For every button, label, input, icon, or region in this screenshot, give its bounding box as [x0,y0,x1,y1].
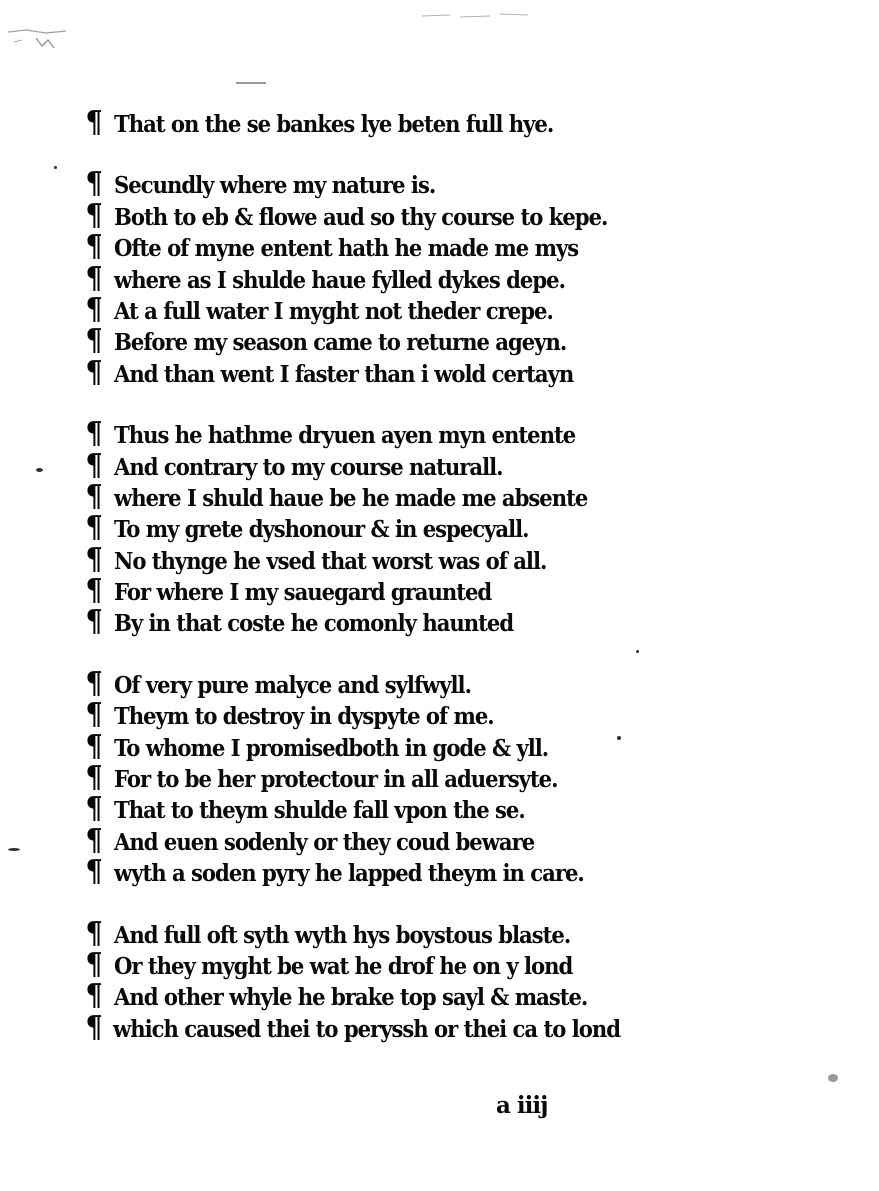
verse-text: Both to eb & flowe aud so thy course to kepe. [114,203,608,231]
verse-line [84,854,664,890]
stanza [84,166,664,390]
pilcrow-icon: ¶ [85,260,103,296]
verse-text: Ofte of myne entent hath he made me mys [114,235,579,263]
verse-text: where as I shulde haue fylled dykes depe. [114,266,565,294]
verse-line [84,822,664,858]
stanza [84,416,664,640]
verse-text: Theym to destroy in dyspyte of me. [114,703,494,731]
stanza [84,665,664,890]
scan-smudge-mark [6,18,84,52]
verse-text: And euen sodenly or they coud beware [114,828,535,856]
pilcrow-icon: ¶ [85,697,103,733]
verse-line [84,166,664,202]
stanza [84,105,664,140]
ink-speck [828,1074,838,1082]
verse-line [84,260,664,296]
verse-text: Of very pure malyce and sylfwyll. [114,671,471,699]
pilcrow-icon: ¶ [85,323,103,359]
verse-text: To whome I promisedboth in gode & yll. [114,734,549,762]
verse-text: No thynge he vsed that worst was of all. [114,547,547,575]
pilcrow-icon: ¶ [85,229,103,265]
verse-line [84,229,664,265]
verse-text: which caused thei to peryssh or thei ca to lond [112,1015,620,1043]
ink-speck [236,82,266,84]
verse-line [84,478,664,514]
verse-text: And full oft syth wyth hys boystous blaste. [114,921,571,949]
pilcrow-icon: ¶ [85,665,103,701]
verse-line [84,197,664,233]
verse-text: At a full water I myght not theder crepe. [114,297,553,325]
pilcrow-icon: ¶ [85,105,103,140]
pilcrow-icon: ¶ [85,166,103,202]
signature-mark: a iiij [496,1092,548,1119]
verse-text: Secundly where my nature is. [114,172,436,200]
ink-speck [8,848,20,851]
pilcrow-icon: ¶ [85,946,103,982]
verse-line [84,946,664,982]
ink-speck [54,166,57,169]
verse-text: For where I my sauegard graunted [114,579,492,607]
verse-line [84,1009,664,1045]
verse-text: And contrary to my course naturall. [114,453,503,481]
verse-line [84,105,664,140]
verse-line [84,323,664,359]
verse-line [84,915,664,951]
pilcrow-icon: ¶ [85,854,103,890]
verse-text: Or they myght be wat he drof he on y lond [114,952,573,980]
pilcrow-icon: ¶ [85,291,103,327]
verse-line [84,416,664,452]
pilcrow-icon: ¶ [85,978,103,1014]
pilcrow-icon: ¶ [85,1009,103,1045]
pilcrow-icon: ¶ [85,760,103,796]
pilcrow-icon: ¶ [85,822,103,858]
verse-text: And than went I faster than i wold certayn [114,360,574,388]
verse-text: where I shuld haue be he made me absente [114,484,588,512]
pilcrow-icon: ¶ [85,478,103,514]
verse-text: wyth a soden pyry he lapped theym in care. [114,860,584,888]
verse-text-block [84,105,664,1045]
verse-text: For to be her protectour in all aduersyte. [114,766,558,794]
pilcrow-icon: ¶ [85,354,103,390]
verse-text: Thus he hathme dryuen ayen myn entente [114,422,576,450]
pilcrow-icon: ¶ [85,541,103,577]
verse-line [84,791,664,827]
verse-line [84,728,664,764]
pilcrow-icon: ¶ [85,791,103,827]
pilcrow-icon: ¶ [85,510,103,546]
verse-line [84,541,664,577]
verse-text: That to theym shulde fall vpon the se. [114,797,525,825]
verse-line [84,291,664,327]
pilcrow-icon: ¶ [85,915,103,951]
ink-speck [36,468,43,472]
pilcrow-icon: ¶ [85,604,103,640]
verse-line [84,573,664,609]
pilcrow-icon: ¶ [85,728,103,764]
verse-text: By in that coste he comonly haunted [114,610,514,638]
pilcrow-icon: ¶ [85,416,103,452]
pilcrow-icon: ¶ [85,197,103,233]
scan-top-marks [420,8,530,22]
verse-line [84,354,664,390]
verse-text: To my grete dyshonour & in especyall. [114,516,529,544]
verse-line [84,665,664,701]
pilcrow-icon: ¶ [85,573,103,609]
verse-line [84,978,664,1014]
stanza [84,915,664,1045]
verse-text: Before my season came to returne ageyn. [114,329,567,357]
verse-line [84,510,664,546]
verse-text: And other whyle he brake top sayl & maste. [114,984,588,1012]
verse-line [84,604,664,640]
verse-line [84,697,664,733]
verse-text: That on the se bankes lye beten full hye. [114,111,554,138]
verse-line [84,447,664,483]
pilcrow-icon: ¶ [85,447,103,483]
verse-line [84,760,664,796]
